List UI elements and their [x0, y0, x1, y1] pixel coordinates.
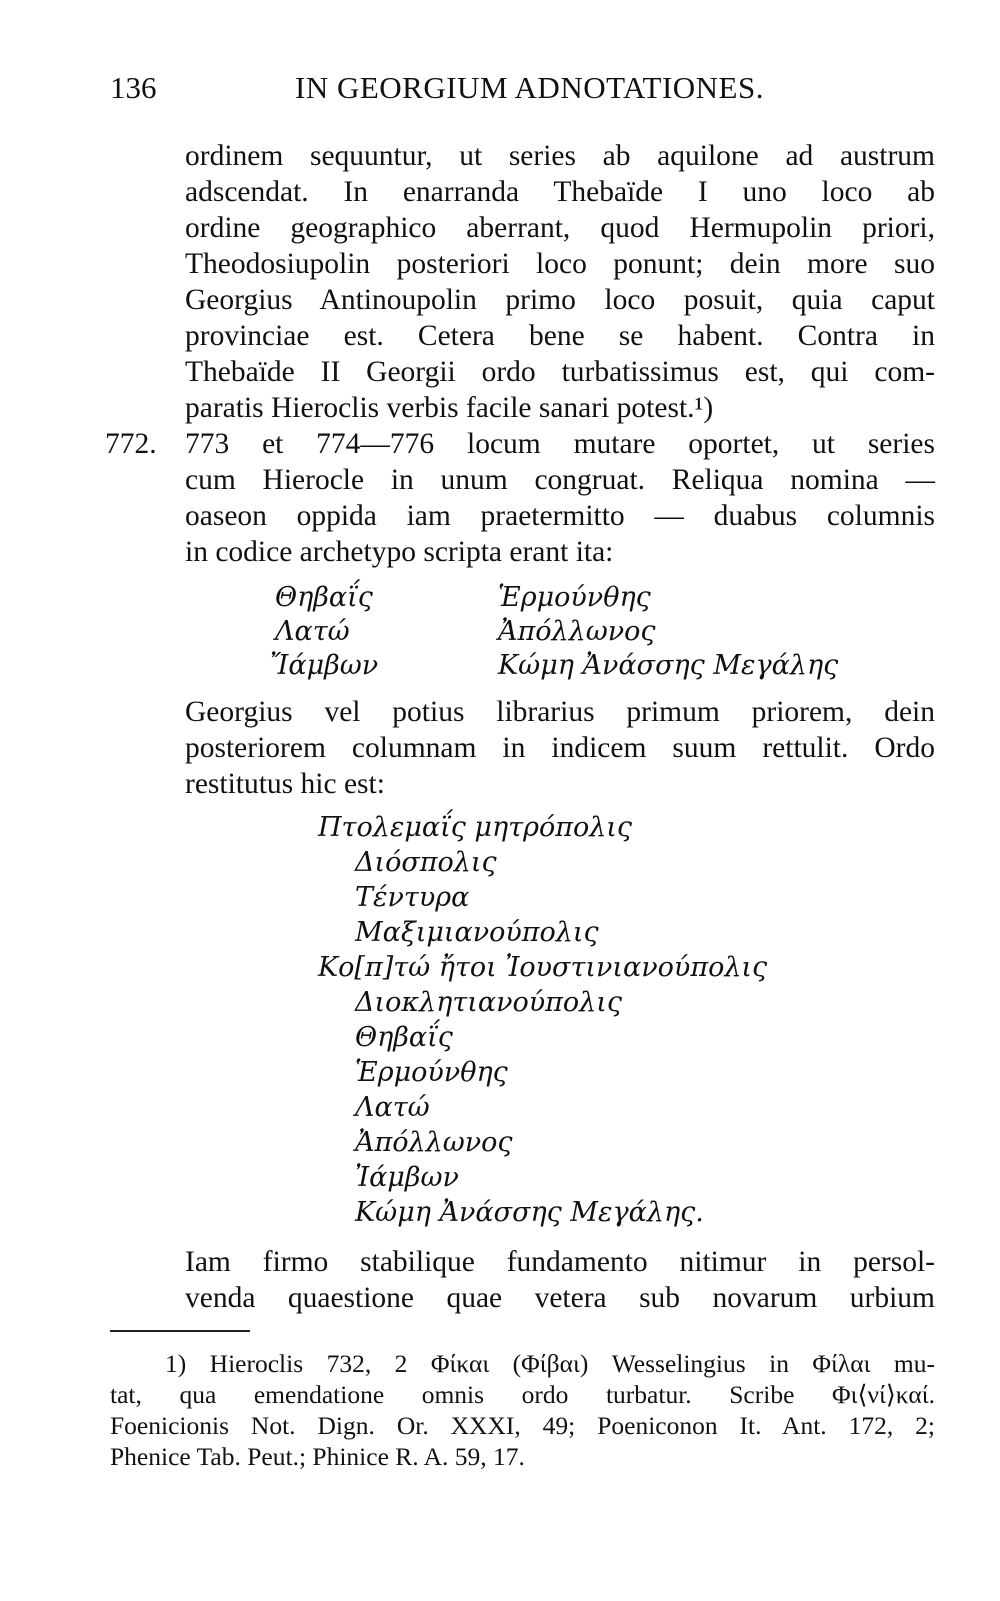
- footnote-line: Foenicionis Not. Dign. Or. XXXI, 49; Poeniconon It. Ant. 172, 2;: [110, 1411, 935, 1440]
- greek-left-col-item: Ἴάμβων: [270, 650, 379, 681]
- footnote-line: Phenice Tab. Peut.; Phinice R. A. 59, 17.: [110, 1442, 525, 1471]
- greek-right-col-item: Ἀπόλλωνος: [498, 616, 656, 647]
- greek-list-item: Ἰάμβων: [355, 1162, 459, 1193]
- greek-list-item: Μαξιμιανούπολις: [355, 917, 599, 948]
- page-number: 136: [110, 70, 157, 105]
- body-line: [105, 426, 935, 462]
- footnote-line: tat, qua emendatione omnis ordo turbatur. Scribe Φι⟨νί⟩καί.: [110, 1380, 935, 1409]
- body-line: paratis Hieroclis verbis facile sanari potest.¹): [185, 392, 714, 424]
- greek-left-col-item: Λατώ: [275, 616, 350, 647]
- greek-list-item: Ἀπόλλωνος: [355, 1127, 513, 1158]
- greek-right-col-item: Κώμη Ἀνάσσης Μεγάλης: [498, 650, 839, 681]
- page-header: [110, 70, 970, 110]
- body-line: venda quaestione quae vetera sub novarum urbium: [185, 1282, 935, 1314]
- body-line: cum Hierocle in unum congruat. Reliqua nomina —: [185, 464, 935, 496]
- running-title: IN GEORGIUM ADNOTATIONES.: [295, 70, 764, 105]
- greek-list-item: Διόσπολις: [355, 847, 497, 878]
- body-line: Thebaïde II Georgii ordo turbatissimus est, qui com-: [185, 356, 935, 388]
- body-line: Theodosiupolin posteriori loco ponunt; dein more suo: [185, 248, 935, 280]
- body-line: adscendat. In enarranda Thebaïde I uno loco ab: [185, 176, 935, 208]
- greek-list-item: Διοκλητιανούπολις: [355, 987, 622, 1018]
- greek-list-item: Πτολεμαΐς μητρόπολις: [318, 812, 633, 843]
- greek-list-item: Θηβαΐς: [355, 1022, 453, 1053]
- greek-list-item: Ἑρμούνθης: [355, 1057, 508, 1088]
- greek-list-item: Λατώ: [355, 1092, 430, 1123]
- body-line: posteriorem columnam in indicem suum rettulit. Ordo: [185, 732, 935, 764]
- footnote-line: 1) Hieroclis 732, 2 Φίκαι (Φίβαι) Wesselingius in Φίλαι mu-: [165, 1349, 935, 1378]
- body-line: provinciae est. Cetera bene se habent. Contra in: [185, 320, 935, 352]
- body-line: ordinem sequuntur, ut series ab aquilone ad austrum: [185, 140, 935, 172]
- section-number: 772.: [105, 428, 157, 460]
- body-line: in codice archetypo scripta erant ita:: [185, 536, 614, 568]
- body-line: Georgius vel potius librarius primum priorem, dein: [185, 696, 935, 728]
- greek-right-col-item: Ἑρμούνθης: [498, 582, 651, 613]
- body-line-text: 773 et 774—776 locum mutare oportet, ut series: [185, 428, 935, 460]
- greek-list-item: Τέντυρα: [355, 882, 470, 913]
- greek-left-col-item: Θηβαΐς: [275, 582, 373, 613]
- body-line: restitutus hic est:: [185, 768, 385, 800]
- body-line: oaseon oppida iam praetermitto — duabus columnis: [185, 500, 935, 532]
- body-line: ordine geographico aberrant, quod Hermupolin priori,: [185, 212, 935, 244]
- body-line: Iam firmo stabilique fundamento nitimur in persol-: [185, 1246, 935, 1278]
- greek-list-item: Κώμη Ἀνάσσης Μεγάλης.: [355, 1197, 704, 1228]
- footnote-rule: [110, 1330, 250, 1332]
- body-line: Georgius Antinoupolin primo loco posuit, quia caput: [185, 284, 935, 316]
- greek-list-item: Κο[π]τώ ἤτοι Ἰουστινιανούπολις: [318, 952, 768, 983]
